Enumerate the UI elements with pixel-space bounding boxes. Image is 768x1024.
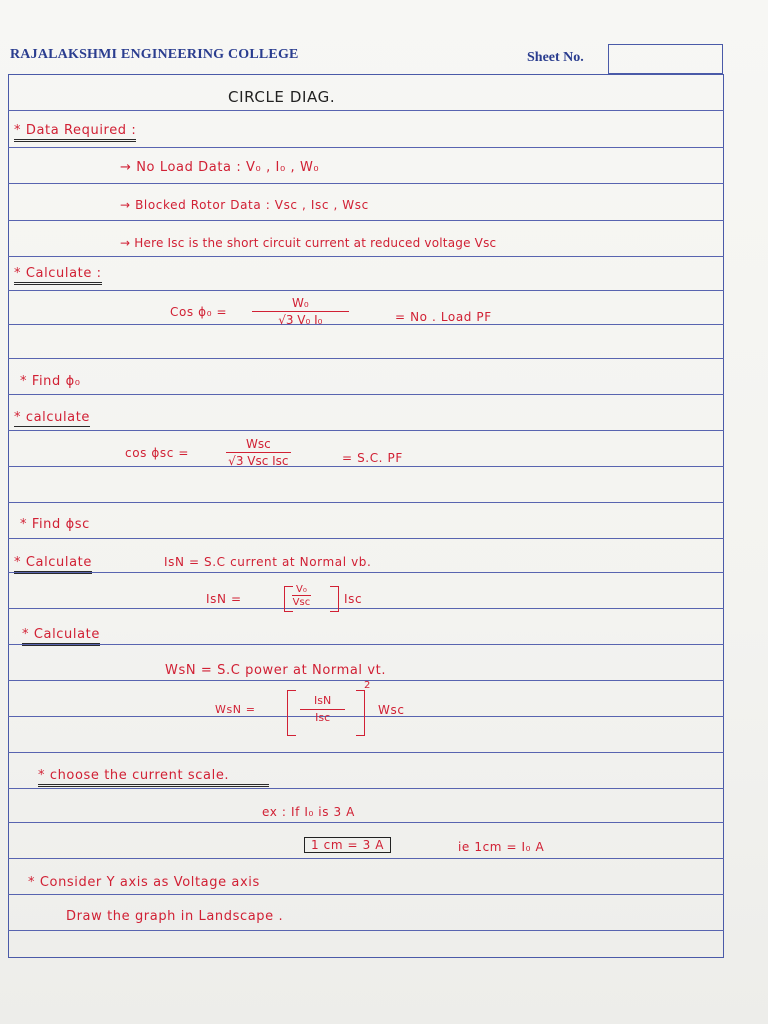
ruled-line <box>8 394 724 395</box>
cos-phi0-rhs: = No . Load PF <box>395 310 492 324</box>
ruled-line <box>8 788 724 789</box>
choose-scale-heading: * choose the current scale. <box>38 768 269 783</box>
sheet-number-label: Sheet No. <box>527 50 584 65</box>
scale-ie: ie 1cm = I₀ A <box>458 840 545 854</box>
data-required-heading: * Data Required : <box>14 123 136 138</box>
isn-numerator: V₀ <box>292 584 311 596</box>
ruled-line <box>8 110 724 111</box>
cos-phisc-fraction <box>226 437 291 468</box>
ruled-line <box>8 220 724 221</box>
sheet-number-box <box>608 44 723 74</box>
cos-phi0-numerator: W₀ <box>252 296 349 312</box>
ruled-line <box>8 324 724 325</box>
ruled-line <box>8 502 724 503</box>
cos-phi0-denominator: √3 V₀ I₀ <box>278 313 323 327</box>
find-phisc: * Find ϕsc <box>20 517 90 532</box>
wsn-numerator: IsN <box>300 694 345 710</box>
ruled-line <box>8 572 724 573</box>
cos-phi0-fraction <box>252 296 349 327</box>
ruled-line <box>8 430 724 431</box>
ruled-line <box>8 822 724 823</box>
wsn-exponent: 2 <box>364 680 371 691</box>
ruled-line <box>8 644 724 645</box>
ruled-line <box>8 608 724 609</box>
page-title: CIRCLE DIAG. <box>228 88 336 106</box>
ruled-line <box>8 858 724 859</box>
wsn-fraction <box>300 694 345 724</box>
blocked-rotor-data-line: → Blocked Rotor Data : Vsc , Isc , Wsc <box>120 198 369 212</box>
ruled-line <box>8 183 724 184</box>
ruled-line <box>8 930 724 931</box>
wsn-left-bracket <box>287 690 296 736</box>
scale-example: ex : If I₀ is 3 A <box>262 805 355 819</box>
isn-right-bracket <box>330 586 339 612</box>
wsn-rhs: Wsc <box>378 703 405 717</box>
cos-phisc-numerator: Wsc <box>226 437 291 453</box>
ruled-line <box>8 466 724 467</box>
wsn-lhs: WsN = <box>215 703 256 716</box>
isn-denominator: Vsc <box>292 597 311 608</box>
ruled-line <box>8 256 724 257</box>
wsn-definition: WsN = S.C power at Normal vt. <box>165 663 387 678</box>
cos-phisc-lhs: cos ϕsc = <box>125 446 190 460</box>
calculate-heading-1: * Calculate : <box>14 266 102 281</box>
landscape-note: Draw the graph in Landscape . <box>66 909 284 924</box>
wsn-right-bracket <box>356 690 365 736</box>
isn-definition: IsN = S.C current at Normal vb. <box>164 555 372 569</box>
calculate-heading-3: * Calculate <box>14 555 92 570</box>
ruled-line <box>8 538 724 539</box>
ruled-line <box>8 147 724 148</box>
ruled-line <box>8 290 724 291</box>
no-load-data-line: → No Load Data : V₀ , I₀ , W₀ <box>120 160 320 175</box>
calculate-heading-2: * calculate <box>14 410 91 425</box>
ruled-line <box>8 752 724 753</box>
cos-phisc-rhs: = S.C. PF <box>342 451 403 465</box>
cos-phi0-lhs: Cos ϕ₀ = <box>170 305 228 319</box>
short-circuit-note: → Here Isc is the short circuit current at reduced voltage Vsc <box>120 236 497 250</box>
cos-phisc-denominator: √3 Vsc Isc <box>228 454 289 468</box>
isn-lhs: IsN = <box>206 592 242 606</box>
ruled-line <box>8 358 724 359</box>
college-name: RAJALAKSHMI ENGINEERING COLLEGE <box>10 47 299 62</box>
calculate-heading-4: * Calculate <box>22 627 100 642</box>
scale-box: 1 cm = 3 A <box>304 838 391 852</box>
isn-rhs: Isc <box>344 592 363 606</box>
ruled-line <box>8 894 724 895</box>
voltage-axis-note: * Consider Y axis as Voltage axis <box>28 875 260 890</box>
ruled-line <box>8 716 724 717</box>
isn-fraction <box>292 584 311 608</box>
find-phi0: * Find ϕ₀ <box>20 374 81 389</box>
wsn-denominator: Isc <box>315 711 331 724</box>
